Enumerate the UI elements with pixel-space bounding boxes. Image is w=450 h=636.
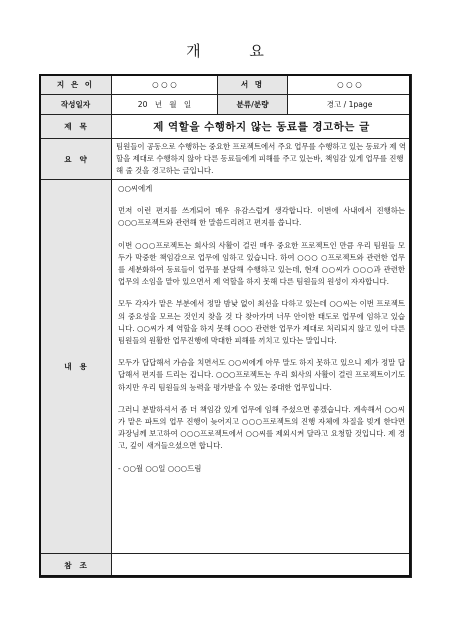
summary-label: 요 약	[40, 139, 112, 180]
category-label: 분류/분량	[218, 95, 288, 115]
content-label: 내 용	[40, 180, 112, 554]
date-row	[40, 95, 412, 115]
letter-paragraph-3: 모두 각자가 맡은 부분에서 정말 밤낮 없이 최선을 다하고 있는데 ○○씨는 이번 프로젝트의 중요성을 모르는 것인지 찾을 것 다 찾아가며 너무 안이한 태도로 업무에 임하고 있습니다. ○○씨가 제 역할을 하지 못해 ○○○ 관련한 업무가 제대로 처리되지 않고 있어 다른 팀원들의 원활한 업무진행에 막대한 피해를 끼치고 있다는 말입니다.	[118, 299, 405, 346]
letter-paragraph-5: 그러니 분발하셔서 좀 더 책임감 있게 업무에 임해 주셨으면 좋겠습니다. 계속해서 ○○씨가 맡은 파트의 업무 진행이 늦어지고 ○○○프로젝트의 진행 자체에 차질을 빚게 한다면 과장님께 보고하여 ○○○프로젝트에서 ○○씨를 제외시켜 달라고 요청할 것입니다. 제 경고, 깊이 새겨들으셨으면 합니다.	[118, 404, 405, 451]
signature-value: ○ ○ ○	[288, 75, 412, 95]
author-row	[40, 75, 412, 95]
date-value: 20 년 월 일	[112, 95, 218, 115]
reference-row	[40, 554, 412, 578]
letter-greeting: ○○씨에게	[118, 184, 153, 193]
author-value: ○ ○ ○	[112, 75, 218, 95]
document-title: 개 요	[186, 42, 286, 60]
summary-text: 팀원들이 공동으로 수행하는 중요한 프로젝트에서 주요 업무를 수행하고 있는 동료가 제 역할을 제대로 수행하지 않아 다른 동료들에게 피해를 주고 있는바, 책임감 있게 업무를 진행해 줄 것을 경고하는 글입니다.	[112, 139, 412, 180]
letter-signoff: - ○○월 ○○일 ○○○드림	[118, 463, 202, 473]
content-body	[112, 180, 412, 554]
content-row	[40, 180, 412, 554]
category-value: 경고 / 1page	[288, 95, 412, 115]
subject-row	[40, 115, 412, 139]
reference-value	[112, 554, 412, 578]
subject-label: 제 목	[40, 115, 112, 139]
summary-row	[40, 139, 412, 180]
letter-paragraph-2: 이번 ○○○프로젝트는 회사의 사활이 걸린 매우 중요한 프로젝트인 만큼 우리 팀원들 모두가 막중한 책임감으로 업무에 임하고 있습니다. 하여 ○○○ ○프로젝트와 관련한 업무를 세분화하여 동료들이 업무를 분담해 수행하고 있는데, 현재 ○○씨가 ○○○과 관련한 업무의 소임을 맡아 있으면서 제 역할을 하지 못해 다른 팀원들의 원성이 자자합니다.	[118, 240, 405, 287]
letter-paragraph-4: 모두가 답답해서 가슴을 치면서도 ○○씨에게 아무 말도 하지 못하고 있으니 제가 정말 답답해서 편지를 드리는 겁니다. ○○○프로젝트는 우리 회사의 사활이 걸린 프로젝트이기도 하지만 우리 팀원들의 능력을 평가받을 수 있는 중대한 업무입니다.	[118, 358, 405, 392]
reference-label: 참 조	[40, 554, 112, 578]
subject-value: 제 역할을 수행하지 않는 동료를 경고하는 글	[112, 115, 412, 139]
author-label: 지 은 이	[40, 75, 112, 95]
date-label: 작성일자	[40, 95, 112, 115]
letter-paragraph-1: 먼저 이런 편지를 쓰게되어 매우 유감스럽게 생각합니다. 이번에 사내에서 진행하는 ○○○프로젝트와 관련해 한 말씀드리려고 편지를 씁니다.	[118, 206, 405, 228]
summary-form-table	[39, 74, 412, 578]
signature-label: 서 명	[218, 75, 288, 95]
